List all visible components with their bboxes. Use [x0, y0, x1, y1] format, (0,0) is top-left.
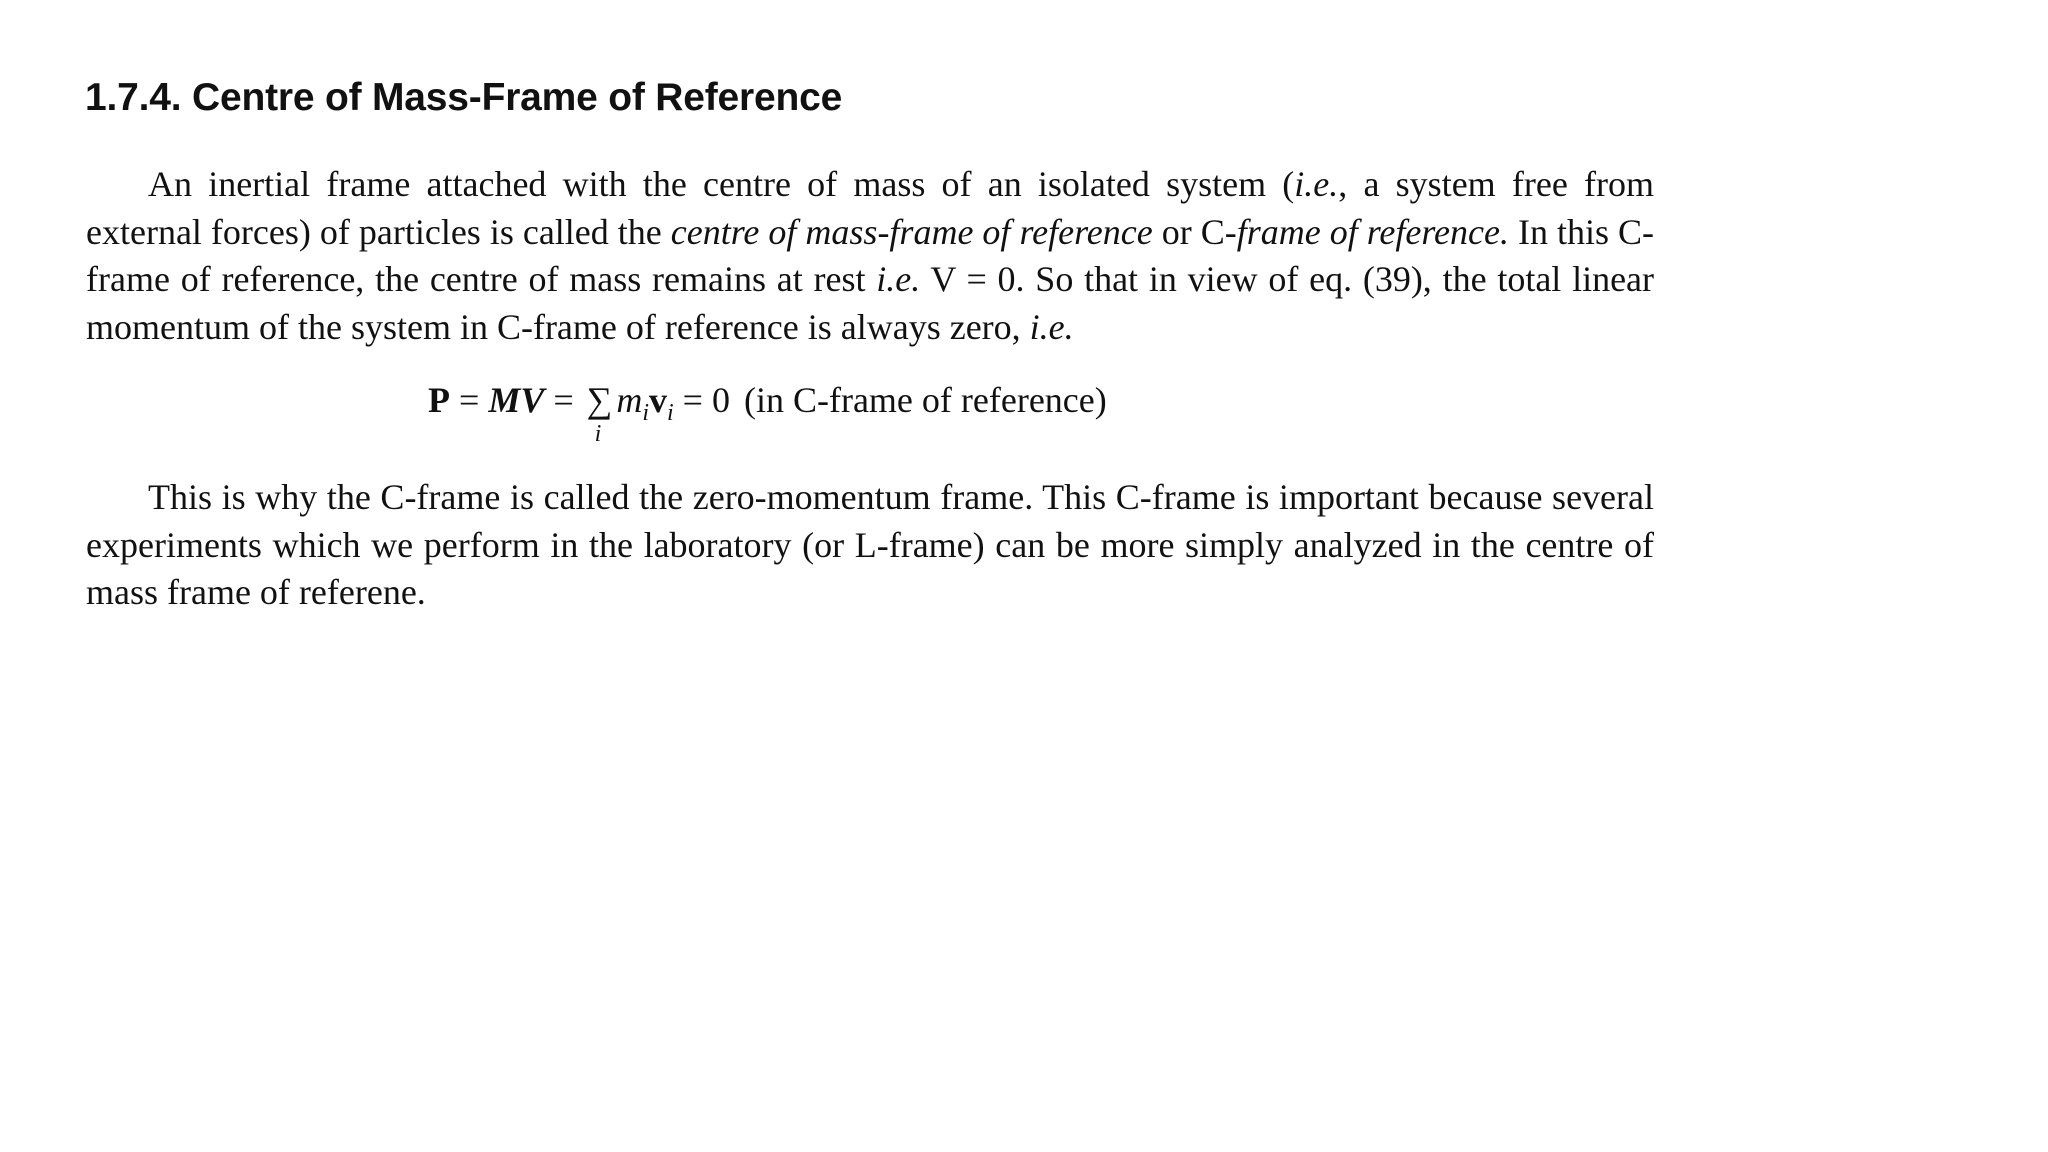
summation-index: i: [594, 421, 602, 447]
equation-rhs: = 0: [673, 380, 730, 420]
equation-subscript: i: [667, 400, 674, 426]
paragraph-c-frame-definition: [86, 161, 1654, 351]
equation-mass-term: m: [616, 380, 643, 420]
equation-equals: =: [450, 380, 489, 420]
equation-mass-velocity: MV: [488, 380, 545, 420]
italic-run: i.e.: [1029, 306, 1074, 347]
italic-term-centre-of-mass-frame: centre of mass-frame of reference: [670, 211, 1153, 252]
equation-summation: [586, 376, 613, 447]
momentum-equation: [428, 376, 1107, 447]
equation-note: (in C-frame of reference): [743, 380, 1107, 420]
section-heading: 1.7.4. Centre of Mass-Frame of Reference: [85, 76, 843, 119]
text-run: This is why the C-frame is called the zero-momentum frame. This C-frame is important because several experiments which we perform in the laboratory (or L-frame) can be more simply analyzed in the centre of mass frame of referene.: [86, 477, 1654, 612]
summation-symbol: ∑: [586, 380, 613, 420]
paragraph-zero-momentum-frame: [86, 474, 1654, 617]
italic-term-frame-of-reference: frame of reference.: [1236, 211, 1509, 252]
equation-equals: =: [544, 380, 583, 420]
text-run: In this C-frame of reference, the centre of mass remains at rest: [86, 211, 1654, 299]
italic-run: i.e.: [876, 259, 921, 299]
equation-subscript: i: [642, 400, 649, 426]
text-run: An inertial frame attached with the centre of mass of an isolated system (: [148, 164, 1295, 204]
text-run: , a system free from external forces) of particles is called the: [86, 164, 1654, 252]
text-run: V = 0. So that in view of eq. (39), the total linear momentum of the system in C-frame of reference is always zero,: [86, 259, 1655, 347]
text-run: or C-: [1152, 211, 1237, 252]
equation-momentum-symbol: P: [428, 380, 450, 420]
italic-run: i.e.: [1294, 164, 1339, 204]
equation-velocity-term: v: [649, 380, 667, 420]
